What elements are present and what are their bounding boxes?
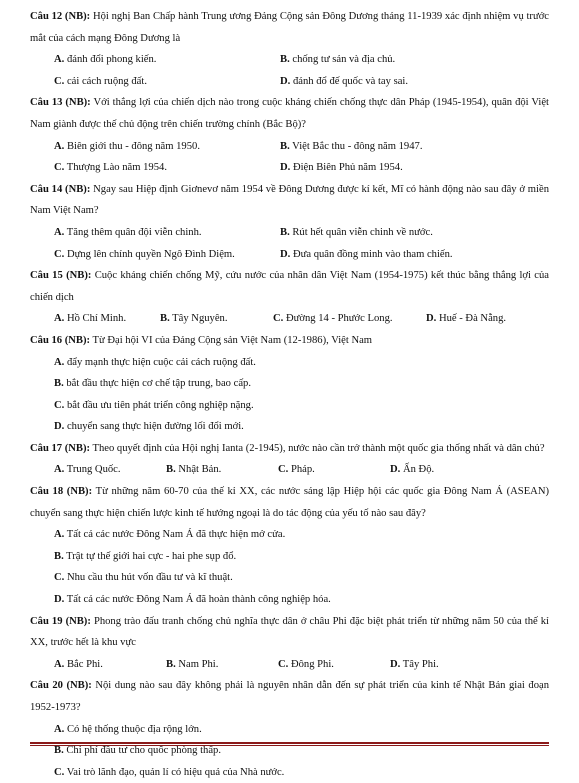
option-label: B. <box>54 550 64 562</box>
option-label: C. <box>54 399 65 411</box>
option-text: Tất cả các nước Đông Nam Á đã hoàn thành công nghiệp hóa. <box>64 594 331 606</box>
question-text: Theo quyết định của Hội nghị Ianta (2-1945), nước nào cần trở thành một quốc gia thống nhất và dân chủ? <box>90 442 545 454</box>
option-label: C. <box>54 572 65 584</box>
option-label: C. <box>54 248 65 260</box>
question-stem <box>30 265 549 308</box>
option-text: Việt Bắc thu - đông năm 1947. <box>289 140 423 152</box>
question-stem <box>30 6 549 49</box>
option-d <box>30 416 549 438</box>
option-label: D. <box>280 162 291 174</box>
options-list <box>30 524 549 610</box>
options-row <box>30 136 549 158</box>
question-13 <box>30 92 549 178</box>
option-label: B. <box>54 378 64 390</box>
question-14 <box>30 179 549 265</box>
question-stem <box>30 92 549 135</box>
question-text: Cuộc kháng chiến chống Mỹ, cứu nước của nhân dân Việt Nam (1954-1975) kết thúc bằng thắng lợi của chiến dịch <box>30 270 549 303</box>
question-text: Phong trào đấu tranh chống chủ nghĩa thực dân ở châu Phi đặc biệt phát triển từ những năm 50 của thế kỉ XX, trước hết là khu vực <box>30 615 550 649</box>
option-text: Biên giới thu - đông năm 1950. <box>64 140 200 152</box>
option-c <box>278 459 315 481</box>
option-label: B. <box>280 140 290 152</box>
option-d <box>426 308 506 330</box>
option-b <box>30 373 549 395</box>
option-label: B. <box>280 226 290 238</box>
option-text: Tăng thêm quân đội viễn chinh. <box>64 226 202 238</box>
option-b <box>166 459 221 481</box>
options-row <box>30 222 549 244</box>
option-text: đẩy mạnh thực hiện cuộc cải cách ruộng đất. <box>64 356 256 368</box>
option-d <box>280 71 408 93</box>
option-label: A. <box>54 226 65 238</box>
option-label: B. <box>160 313 170 325</box>
option-text: đánh đổ đế quốc và tay sai. <box>290 75 408 87</box>
option-b <box>280 49 395 71</box>
question-12 <box>30 6 549 92</box>
option-label: D. <box>280 75 291 87</box>
options-list <box>30 719 549 783</box>
option-label: B. <box>166 464 176 476</box>
option-c <box>278 654 334 676</box>
options-row <box>30 654 549 676</box>
question-17 <box>30 438 549 481</box>
option-text: Tây Nguyên. <box>169 313 228 325</box>
option-b <box>280 136 422 158</box>
option-label: A. <box>54 140 65 152</box>
option-label: D. <box>390 464 401 476</box>
question-text: Với thắng lợi của chiến dịch nào trong cuộc kháng chiến chống thực dân Pháp (1945-1954), quân đội Việt Nam giành được thế chủ động trên chiến trường chính (Bắc Bộ)? <box>30 97 549 130</box>
question-18 <box>30 481 549 611</box>
options-row <box>30 459 549 481</box>
question-number: Câu 15 (NB): <box>30 270 92 282</box>
option-text: cải cách ruộng đất. <box>64 75 147 87</box>
option-c <box>273 308 393 330</box>
option-text: Dựng lên chính quyền Ngô Đình Diệm. <box>64 248 235 260</box>
option-text: bắt đầu thực hiện cơ chế tập trung, bao cấp. <box>63 378 251 390</box>
question-number: Câu 18 (NB): <box>30 486 93 498</box>
option-b <box>280 222 433 244</box>
option-text: Có hệ thống thuộc địa rộng lớn. <box>64 723 202 735</box>
option-a <box>54 308 126 330</box>
question-20 <box>30 675 549 783</box>
option-d <box>390 654 439 676</box>
option-a <box>54 136 200 158</box>
options-row <box>30 49 549 71</box>
option-text: Nhật Bản. <box>175 464 222 476</box>
option-c <box>54 157 167 179</box>
option-text: Hồ Chí Minh. <box>64 313 127 325</box>
option-label: C. <box>54 162 65 174</box>
option-a <box>54 654 103 676</box>
question-text: Nội dung nào sau đây không phải là nguyên nhân dẫn đến sự phát triển của kinh tế Nhật Bản giai đoạn 1952-1973? <box>30 680 549 713</box>
option-text: Đưa quân đồng minh vào tham chiến. <box>290 248 453 260</box>
option-text: chuyển sang thực hiện đường lối đổi mới. <box>64 421 244 433</box>
option-text: Ấn Độ. <box>400 464 435 476</box>
option-c <box>54 244 235 266</box>
option-text: Nhu cầu thu hút vốn đầu tư và kĩ thuật. <box>64 572 233 584</box>
footer-rule <box>30 742 549 746</box>
document-page <box>30 6 549 783</box>
question-number: Câu 16 (NB): <box>30 334 91 346</box>
option-text: chống tư sản và địa chủ. <box>289 54 396 66</box>
option-text: Tây Phi. <box>400 658 439 670</box>
options-list <box>30 352 549 438</box>
option-text: Trật tự thế giới hai cực - hai phe sụp đổ. <box>63 550 237 562</box>
option-label: A. <box>54 313 65 325</box>
option-text: Huế - Đà Nẵng. <box>436 313 507 325</box>
option-label: C. <box>54 766 65 778</box>
question-stem <box>30 611 549 654</box>
question-number: Câu 13 (NB): <box>30 97 91 109</box>
option-label: B. <box>280 54 290 66</box>
question-stem <box>30 481 549 524</box>
question-number: Câu 14 (NB): <box>30 183 91 195</box>
option-a <box>30 719 549 741</box>
option-c <box>30 567 549 589</box>
option-label: C. <box>54 75 65 87</box>
option-d <box>280 157 403 179</box>
option-text: bắt đầu ưu tiên phát triển công nghiệp nặng. <box>64 399 254 411</box>
option-text: Pháp. <box>288 464 315 476</box>
option-text: Đông Phi. <box>288 658 334 670</box>
options-row <box>30 244 549 266</box>
option-c <box>30 395 549 417</box>
question-text: Hội nghị Ban Chấp hành Trung ương Đảng Cộng sản Đông Dương tháng 11-1939 xác định nhiệm vụ trước mắt của cách mạng Đông Dương là <box>30 11 550 44</box>
option-d <box>390 459 434 481</box>
option-a <box>54 459 121 481</box>
question-text: Từ những năm 60-70 của thế kỉ XX, các nước sáng lập Hiệp hội các quốc gia Đông Nam Á (ASEAN) chuyển sang thực hiện chiến lược kinh tế hướng ngoại là do tác động của yếu tố nào sau đây? <box>30 486 549 519</box>
option-text: Chi phí đầu tư cho quốc phòng thấp. <box>63 745 221 757</box>
option-label: D. <box>390 658 401 670</box>
options-row <box>30 71 549 93</box>
option-a <box>30 524 549 546</box>
option-text: Trung Quốc. <box>64 464 121 476</box>
option-label: B. <box>166 658 176 670</box>
question-number: Câu 19 (NB): <box>30 615 91 627</box>
question-15 <box>30 265 549 330</box>
option-d <box>30 589 549 611</box>
option-label: D. <box>426 313 437 325</box>
option-label: D. <box>280 248 291 260</box>
question-number: Câu 17 (NB): <box>30 442 91 454</box>
option-b <box>166 654 218 676</box>
question-number: Câu 20 (NB): <box>30 680 92 692</box>
option-b <box>160 308 227 330</box>
option-text: Nam Phi. <box>175 658 219 670</box>
question-stem <box>30 330 549 352</box>
option-d <box>280 244 453 266</box>
option-b <box>30 546 549 568</box>
option-text: Đường 14 - Phước Long. <box>283 313 393 325</box>
option-label: B. <box>54 745 64 757</box>
question-stem <box>30 675 549 718</box>
question-text: Ngay sau Hiệp định Giơnevơ năm 1954 về Đông Dương được kí kết, Mĩ có hành động nào sau đây ở miền Nam Việt Nam? <box>30 183 549 217</box>
option-text: Bắc Phi. <box>64 658 103 670</box>
question-stem <box>30 438 549 460</box>
option-c <box>54 71 147 93</box>
option-label: C. <box>278 464 289 476</box>
option-label: A. <box>54 464 65 476</box>
option-label: A. <box>54 723 65 735</box>
options-row <box>30 157 549 179</box>
option-label: A. <box>54 658 65 670</box>
option-a <box>54 49 156 71</box>
option-label: C. <box>278 658 289 670</box>
option-label: D. <box>54 421 65 433</box>
options-row <box>30 308 549 330</box>
option-text: Vai trò lãnh đạo, quản lí có hiệu quả của Nhà nước. <box>64 766 285 778</box>
option-label: A. <box>54 54 65 66</box>
question-stem <box>30 179 549 222</box>
option-c <box>30 762 549 783</box>
option-text: Rút hết quân viễn chinh về nước. <box>289 226 433 238</box>
option-a <box>54 222 202 244</box>
option-a <box>30 352 549 374</box>
option-label: A. <box>54 529 65 541</box>
question-number: Câu 12 (NB): <box>30 11 91 22</box>
option-text: Thượng Lào năm 1954. <box>64 162 167 174</box>
option-text: đánh đổi phong kiến. <box>64 54 157 66</box>
option-text: Tất cả các nước Đông Nam Á đã thực hiện mở cửa. <box>64 529 286 541</box>
question-19 <box>30 611 549 676</box>
option-text: Điện Biên Phủ năm 1954. <box>290 162 403 174</box>
question-text: Từ Đại hội VI của Đảng Cộng sản Việt Nam (12-1986), Việt Nam <box>90 334 373 346</box>
option-label: C. <box>273 313 284 325</box>
question-16 <box>30 330 549 438</box>
option-label: A. <box>54 356 65 368</box>
option-label: D. <box>54 594 65 606</box>
